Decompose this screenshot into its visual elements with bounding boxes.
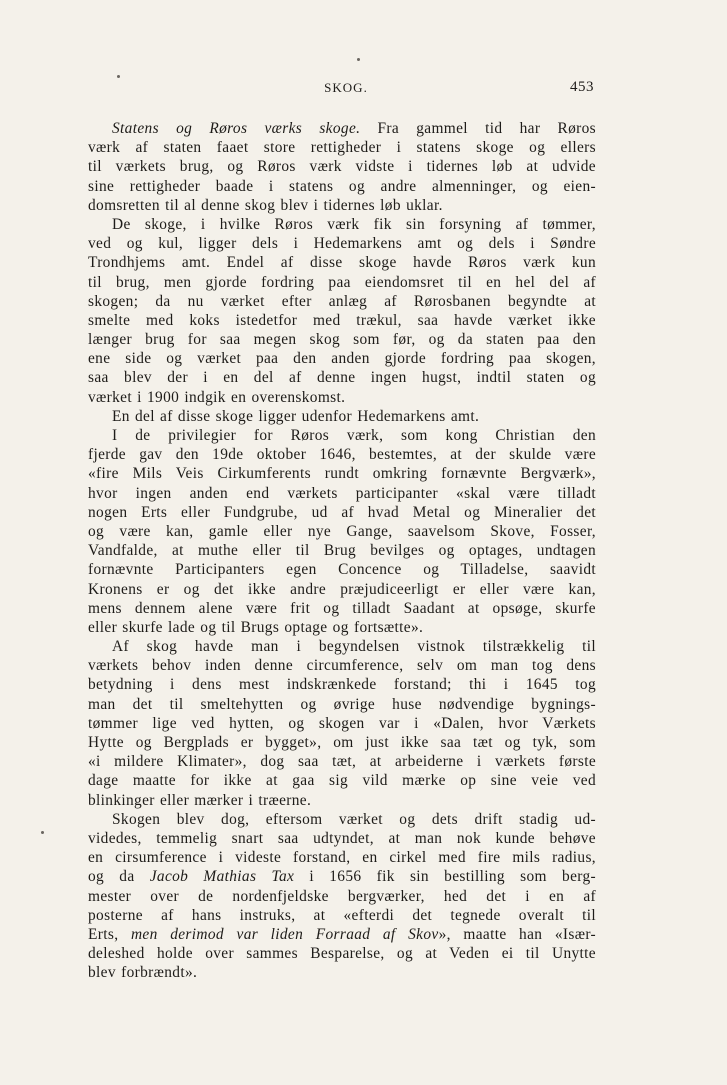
- text-line: [88, 906, 596, 925]
- text-run: Hytte og Bergplads er bygget», om just ikke saa tæt og tyk, som: [88, 734, 596, 751]
- text-run: fornævnte Participanters egen Concence og Tilladelse, saavidt: [88, 561, 596, 579]
- text-run: nogen Erts eller Fundgrube, ud af hvad Metal og Mineralier det: [88, 503, 596, 521]
- text-run: fjerde gav den 19de oktober 1646, bestemtes, at der skulde være: [88, 446, 596, 464]
- text-line: [88, 618, 596, 637]
- text-line: [88, 656, 596, 675]
- text-line: [88, 771, 596, 790]
- text-run: og da: [88, 868, 150, 886]
- text-line: [88, 349, 596, 368]
- print-speck: [117, 75, 120, 78]
- text-line: [88, 963, 596, 982]
- text-run: til værkets brug, og Røros værk vidste i tidernes løb at udvide: [88, 158, 596, 176]
- text-line: [88, 138, 596, 157]
- text-run: sine rettigheder baade i statens og andre almenninger, og eien-: [88, 177, 596, 195]
- text-run: mens dennem alene være frit og tilladt Saadant at opsøge, skurfe: [88, 599, 596, 617]
- text-line: [88, 273, 596, 292]
- text-line: [88, 368, 596, 387]
- text-line: [88, 599, 596, 618]
- page-number: 453: [570, 79, 594, 95]
- text-run: tømmer lige ved hytten, og skogen var i «Dalen, hvor Værkets: [88, 714, 596, 732]
- text-line: [88, 119, 596, 138]
- text-run: saa blev der i en del af denne ingen hugst, indtil staten og: [88, 369, 596, 387]
- text-run: ene side og værket paa den anden gjorde fordring paa skogen,: [88, 350, 596, 368]
- page-header: [96, 80, 596, 100]
- text-run: dage maatte for ikke at gaa sig vild mærke op sine veie ved: [88, 772, 596, 790]
- text-run: domsretten til al denne skog blev i tidernes løb uklar.: [88, 196, 443, 214]
- text-line: [88, 752, 596, 771]
- text-line: [88, 848, 596, 867]
- text-line: [88, 330, 596, 349]
- text-run: deleshed holde over sammes Besparelse, og at Veden ei til Unytte: [88, 945, 596, 963]
- text-line: [88, 580, 596, 599]
- text-line: [88, 637, 596, 656]
- text-line: [88, 484, 596, 503]
- text-line: [88, 541, 596, 560]
- text-run: Kronens er og det ikke andre præjudiceerligt er eller være kan,: [88, 580, 596, 598]
- text-line: [88, 215, 596, 234]
- text-line: [88, 388, 596, 407]
- text-run: blev forbrændt».: [88, 964, 198, 982]
- text-run: eller skurfe lade og til Brugs optage og fortsætte».: [88, 618, 424, 636]
- text-line: [88, 445, 596, 464]
- text-line: [88, 503, 596, 522]
- text-line: [88, 234, 596, 253]
- running-title: SKOG.: [324, 80, 368, 95]
- text-run: Erts,: [88, 925, 131, 943]
- text-line: [88, 157, 596, 176]
- text-run: betydning i dens mest indskrænkede forstand; thi i 1645 tog: [88, 676, 596, 694]
- print-speck: [357, 58, 360, 61]
- text-run: til brug, men gjorde fordring paa eiendomsret til en hel del af: [88, 273, 596, 291]
- text-run: Fra gammel tid har Røros: [360, 120, 596, 137]
- text-line: [88, 733, 596, 752]
- text-run: værk af staten faaet store rettigheder i statens skoge og ellers: [88, 139, 596, 157]
- text-run: blinkinger eller mærker i træerne.: [88, 791, 312, 809]
- text-line: [88, 426, 596, 445]
- text-run: Trondhjems amt. Endel af disse skoge havde Røros værk kun: [88, 254, 596, 272]
- text-line: [88, 560, 596, 579]
- text-run: Af skog havde man i begyndelsen vistnok tilstrækkelig til: [112, 638, 596, 656]
- text-run: I de privilegier for Røros værk, som kong Christian den: [112, 427, 596, 444]
- text-line: [88, 829, 596, 848]
- text-run: og være kan, gamle eller nye Gange, saavelsom Skove, Fosser,: [88, 522, 596, 540]
- text-run: videdes, temmelig snart saa udtyndet, at man nok kunde behøve: [88, 829, 596, 847]
- text-run: En del af disse skoge ligger udenfor Hedemarkens amt.: [112, 407, 480, 425]
- text-line: [88, 407, 596, 426]
- text-run: ved og kul, ligger dels i Hedemarkens amt og dels i Søndre: [88, 235, 596, 253]
- text-run: en cirsumference i videste forstand, en cirkel med fire mils radius,: [88, 849, 596, 867]
- text-run: skogen; da nu værket efter anlæg af Rørosbanen begyndte at: [88, 292, 596, 310]
- text-line: [88, 714, 596, 733]
- text-line: [88, 695, 596, 714]
- text-run: længer brug for saa megen skog som før, og da staten paa den: [88, 331, 596, 349]
- text-run: », maatte han «Især-: [438, 925, 597, 943]
- text-run: man det til smeltehytten og øvrige huse nødvendige bygnings-: [88, 695, 596, 713]
- text-line: [88, 675, 596, 694]
- text-line: [88, 925, 596, 944]
- text-run: værkets behov inden denne circumference, selv om man tog dens: [88, 657, 596, 675]
- text-line: [88, 253, 596, 272]
- text-run: Jacob Mathias Tax: [149, 868, 295, 886]
- text-line: [88, 887, 596, 906]
- body-text: [88, 119, 596, 982]
- text-line: [88, 810, 596, 829]
- text-run: men derimod var liden Forraad af Skov: [130, 925, 439, 943]
- text-run: i 1656 fik sin bestilling som berg-: [294, 868, 596, 886]
- text-run: Vandfalde, at muthe eller til Brug bevilges og optages, undtagen: [88, 542, 596, 560]
- text-line: [88, 292, 596, 311]
- text-run: «fire Mils Veis Cirkumferents rundt omkring fornævnte Bergværk»,: [88, 465, 596, 483]
- text-run: mester over de nordenfjeldske bergværker, hed det i en af: [88, 887, 596, 905]
- text-line: [88, 464, 596, 483]
- text-run: Skogen blev dog, eftersom værket og dets drift stadig ud-: [112, 810, 596, 828]
- text-run: smelte med koks istedetfor med trækul, saa havde værket ikke: [88, 311, 596, 329]
- text-line: [88, 311, 596, 330]
- text-line: [88, 177, 596, 196]
- print-speck: [41, 831, 44, 834]
- text-line: [88, 522, 596, 541]
- text-run: værket i 1900 indgik en overenskomst.: [88, 388, 346, 406]
- text-run: Statens og Røros værks skoge.: [112, 120, 361, 137]
- text-line: [88, 944, 596, 963]
- text-run: De skoge, i hvilke Røros værk fik sin forsyning af tømmer,: [112, 215, 596, 233]
- text-run: hvor ingen anden end værkets participanter «skal være tilladt: [88, 484, 596, 502]
- text-line: [88, 867, 596, 886]
- text-run: posterne af hans instruks, at «efterdi det tegnede overalt til: [88, 906, 596, 924]
- text-run: «i mildere Klimater», dog saa tæt, at arbeiderne i værkets første: [88, 753, 596, 771]
- text-line: [88, 196, 596, 215]
- text-line: [88, 791, 596, 810]
